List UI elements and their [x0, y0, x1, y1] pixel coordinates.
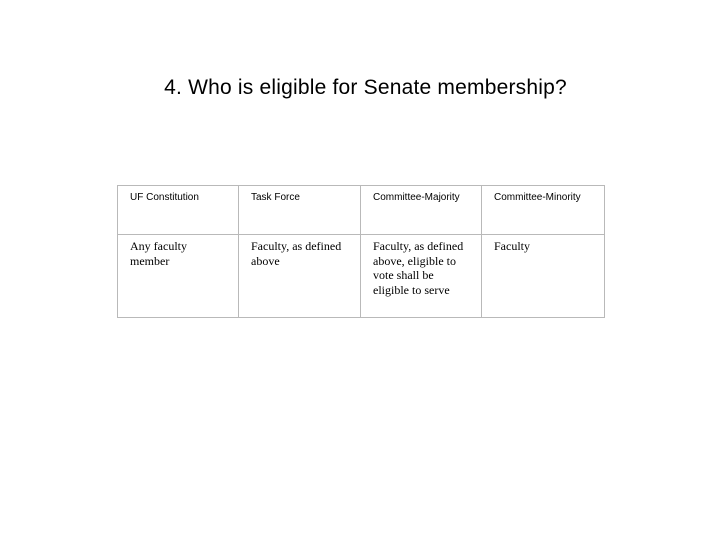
comparison-table: [117, 185, 605, 318]
table-row: [118, 235, 605, 318]
cell-uf-constitution: Any faculty member: [118, 235, 239, 318]
cell-committee-majority: Faculty, as defined above, eligible to vote shall be eligible to serve: [361, 235, 482, 318]
cell-task-force: Faculty, as defined above: [239, 235, 361, 318]
header-committee-minority: Committee-Minority: [482, 186, 605, 235]
header-committee-majority: Committee-Majority: [361, 186, 482, 235]
header-uf-constitution: UF Constitution: [118, 186, 239, 235]
cell-committee-minority: Faculty: [482, 235, 605, 318]
header-task-force: Task Force: [239, 186, 361, 235]
table-header-row: [118, 186, 605, 235]
slide-title: 4. Who is eligible for Senate membership?: [164, 76, 567, 99]
